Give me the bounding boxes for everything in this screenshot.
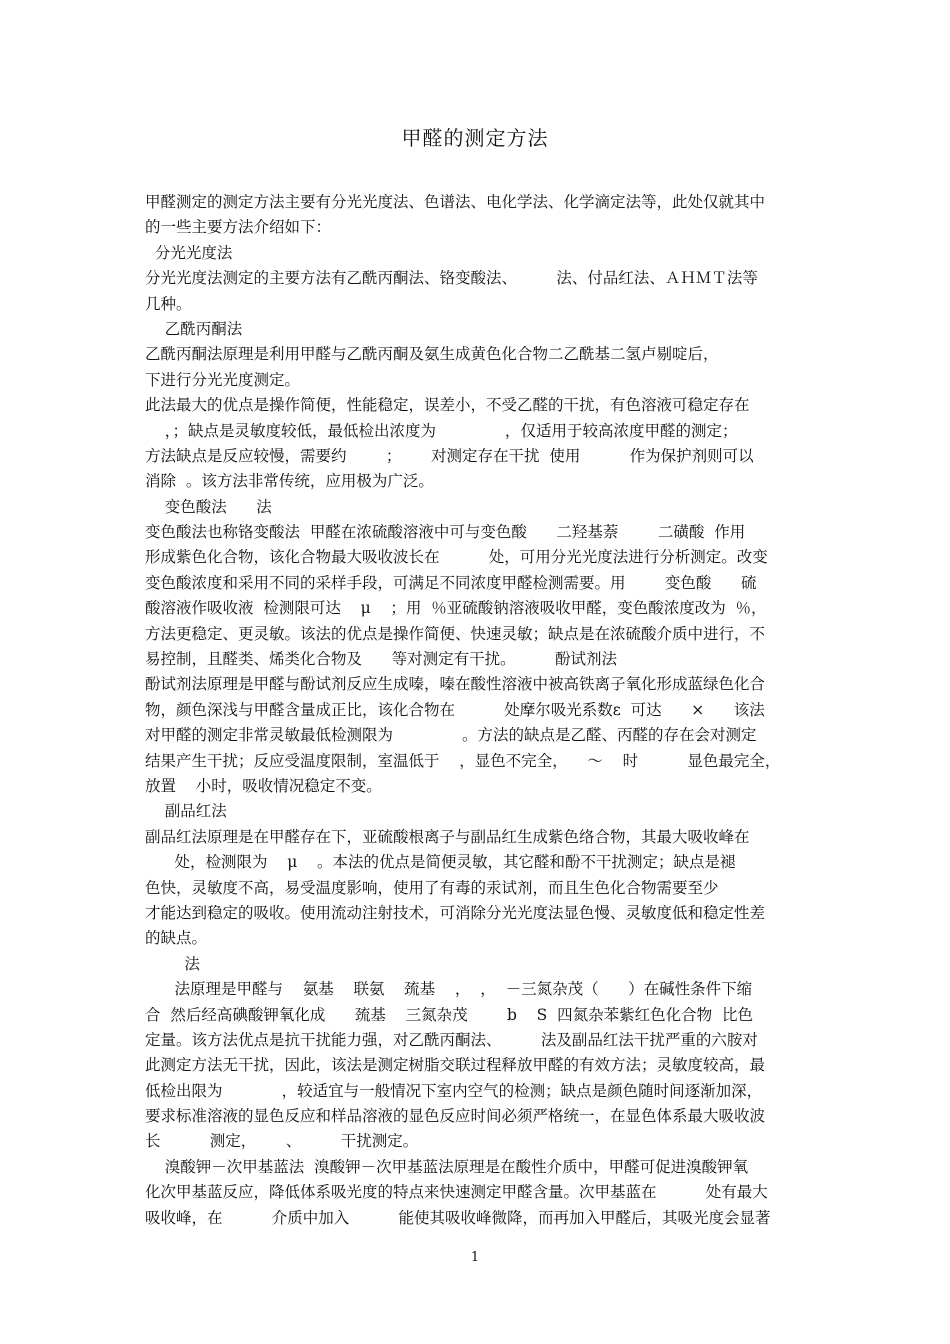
text-line: 才能达到稳定的吸收。使用流动注射技术，可消除分光光度法显色慢、灵敏度低和稳定性差 xyxy=(145,903,766,922)
text-line: 化次甲基蓝反应，降低体系吸光度的特点来快速测定甲醛含量。次甲基蓝在 处有最大 xyxy=(145,1183,768,1202)
text-line: 处，检测限为 μ 。本法的优点是简便灵敏，其它醛和酚不干扰测定；缺点是褪 xyxy=(145,853,736,872)
text-line: 对甲醛的测定非常灵敏最低检测限为 。方法的缺点是乙醛、丙醛的存在会对测定 xyxy=(145,726,757,745)
text-line: 副品红法原理是在甲醛存在下，亚硫酸根离子与副品红生成紫色络合物，其最大吸收峰在 xyxy=(145,827,750,846)
text-line: 长 测定， 、 干扰测定。 xyxy=(145,1132,419,1151)
text-line: 此法最大的优点是操作简便，性能稳定，误差小，不受乙醛的干扰，有色溶液可稳定存在 xyxy=(145,396,750,415)
text-line: 易控制，且醛类、烯类化合物及 等对测定有干扰。 酚试剂法 xyxy=(145,650,617,669)
document-title: 甲醛的测定方法 xyxy=(401,126,549,150)
text-line: 方法更稳定、更灵敏。该法的优点是操作简便、快速灵敏；缺点是在浓硫酸介质中进行，不 xyxy=(145,624,766,643)
text-line: 变色酸法也称铬变酸法 甲醛在浓硫酸溶液中可与变色酸 二羟基萘 二磺酸 作用 xyxy=(145,523,746,542)
text-line: 变色酸浓度和采用不同的采样手段，可满足不同浓度甲醛检测需要。用 变色酸 硫 xyxy=(145,573,757,592)
text-line: 吸收峰，在 介质中加入 能使其吸收峰微降，而再加入甲醛后，其吸光度会显著 xyxy=(145,1208,771,1227)
text-line: 的缺点。 xyxy=(145,929,208,948)
text-line: 酚试剂法原理是甲醛与酚试剂反应生成嗪，嗪在酸性溶液中被高铁离子氧化形成蓝绿色化合 xyxy=(145,675,766,694)
page-number: 1 xyxy=(470,1250,480,1265)
text-line: 方法缺点是反应较慢，需要约 ； 对测定存在干扰 使用 作为保护剂则可以 xyxy=(145,446,754,465)
text-line: 形成紫色化合物，该化合物最大吸收波长在 处，可用分光光度法进行分析测定。改变 xyxy=(145,548,768,567)
text-line: 物，颜色深浅与甲醛含量成正比，该化合物在 处摩尔吸光系数ε 可达 × 该法 xyxy=(145,700,765,719)
text-line: 溴酸钾－次甲基蓝法 溴酸钾－次甲基蓝法原理是在酸性介质中，甲醛可促进溴酸钾氧 xyxy=(145,1157,749,1176)
text-line: 要求标准溶液的显色反应和样品溶液的显色反应时间必须严格统一，在显色体系最大吸收波 xyxy=(145,1107,766,1126)
text-line: 乙酰丙酮法 xyxy=(145,319,243,338)
text-line: 法原理是甲醛与 氨基 联氨 巯基 ， ， －三氮杂茂（ ）在碱性条件下缩 xyxy=(145,980,753,999)
text-line: 酸溶液作吸收液 检测限可达 μ ；用 ％亚硫酸钠溶液吸收甲醛，变色酸浓度改为 ％， xyxy=(145,599,767,618)
text-line: 的一些主要方法介绍如下： xyxy=(145,218,332,237)
text-line: 法 xyxy=(145,954,200,973)
text-line: 此测定方法无干扰，因此，该法是测定树脂交联过程释放甲醛的有效方法；灵敏度较高，最 xyxy=(145,1056,766,1075)
text-line: ，；缺点是灵敏度较低，最低检出浓度为 ，仅适用于较高浓度甲醛的测定； xyxy=(145,421,738,440)
text-line: 下进行分光光度测定。 xyxy=(145,370,301,389)
text-line: 变色酸法 法 xyxy=(145,497,272,516)
text-line: 低检出限为 ，较适宜与一般情况下室内空气的检测；缺点是颜色随时间逐渐加深， xyxy=(145,1081,763,1100)
text-line: 分光光度法测定的主要方法有乙酰丙酮法、铬变酸法、 法、付品红法、ＡＨＭＴ法等 xyxy=(145,269,758,288)
text-line: 色快，灵敏度不高，易受温度影响，使用了有毒的汞试剂，而且生色化合物需要至少 xyxy=(145,878,719,897)
text-line: 副品红法 xyxy=(145,802,227,821)
text-line: 几种。 xyxy=(145,294,192,313)
text-line: 乙酰丙酮法原理是利用甲醛与乙酰丙酮及氨生成黄色化合物二乙酰基二氢卢剔啶后， xyxy=(145,345,719,364)
text-line: 分光光度法 xyxy=(145,243,233,262)
text-line: 甲醛测定的测定方法主要有分光光度法、色谱法、电化学法、化学滴定法等，此处仅就其中 xyxy=(145,193,766,211)
document-body xyxy=(145,190,810,1231)
text-line: 放置 小时，吸收情况稳定不变。 xyxy=(145,776,382,795)
text-line: 消除 。该方法非常传统，应用极为广泛。 xyxy=(145,472,434,491)
text-line: 合 然后经高碘酸钾氧化成 巯基 三氮杂茂 b S 四氮杂苯紫红色化合物 比色 xyxy=(145,1005,753,1024)
text-line: 结果产生干扰；反应受温度限制，室温低于 ，显色不完全， ～ 时 显色最完全， xyxy=(145,751,781,770)
text-line: 定量。该方法优点是抗干扰能力强，对乙酰丙酮法、 法及副品红法干扰严重的六胺对 xyxy=(145,1030,758,1049)
